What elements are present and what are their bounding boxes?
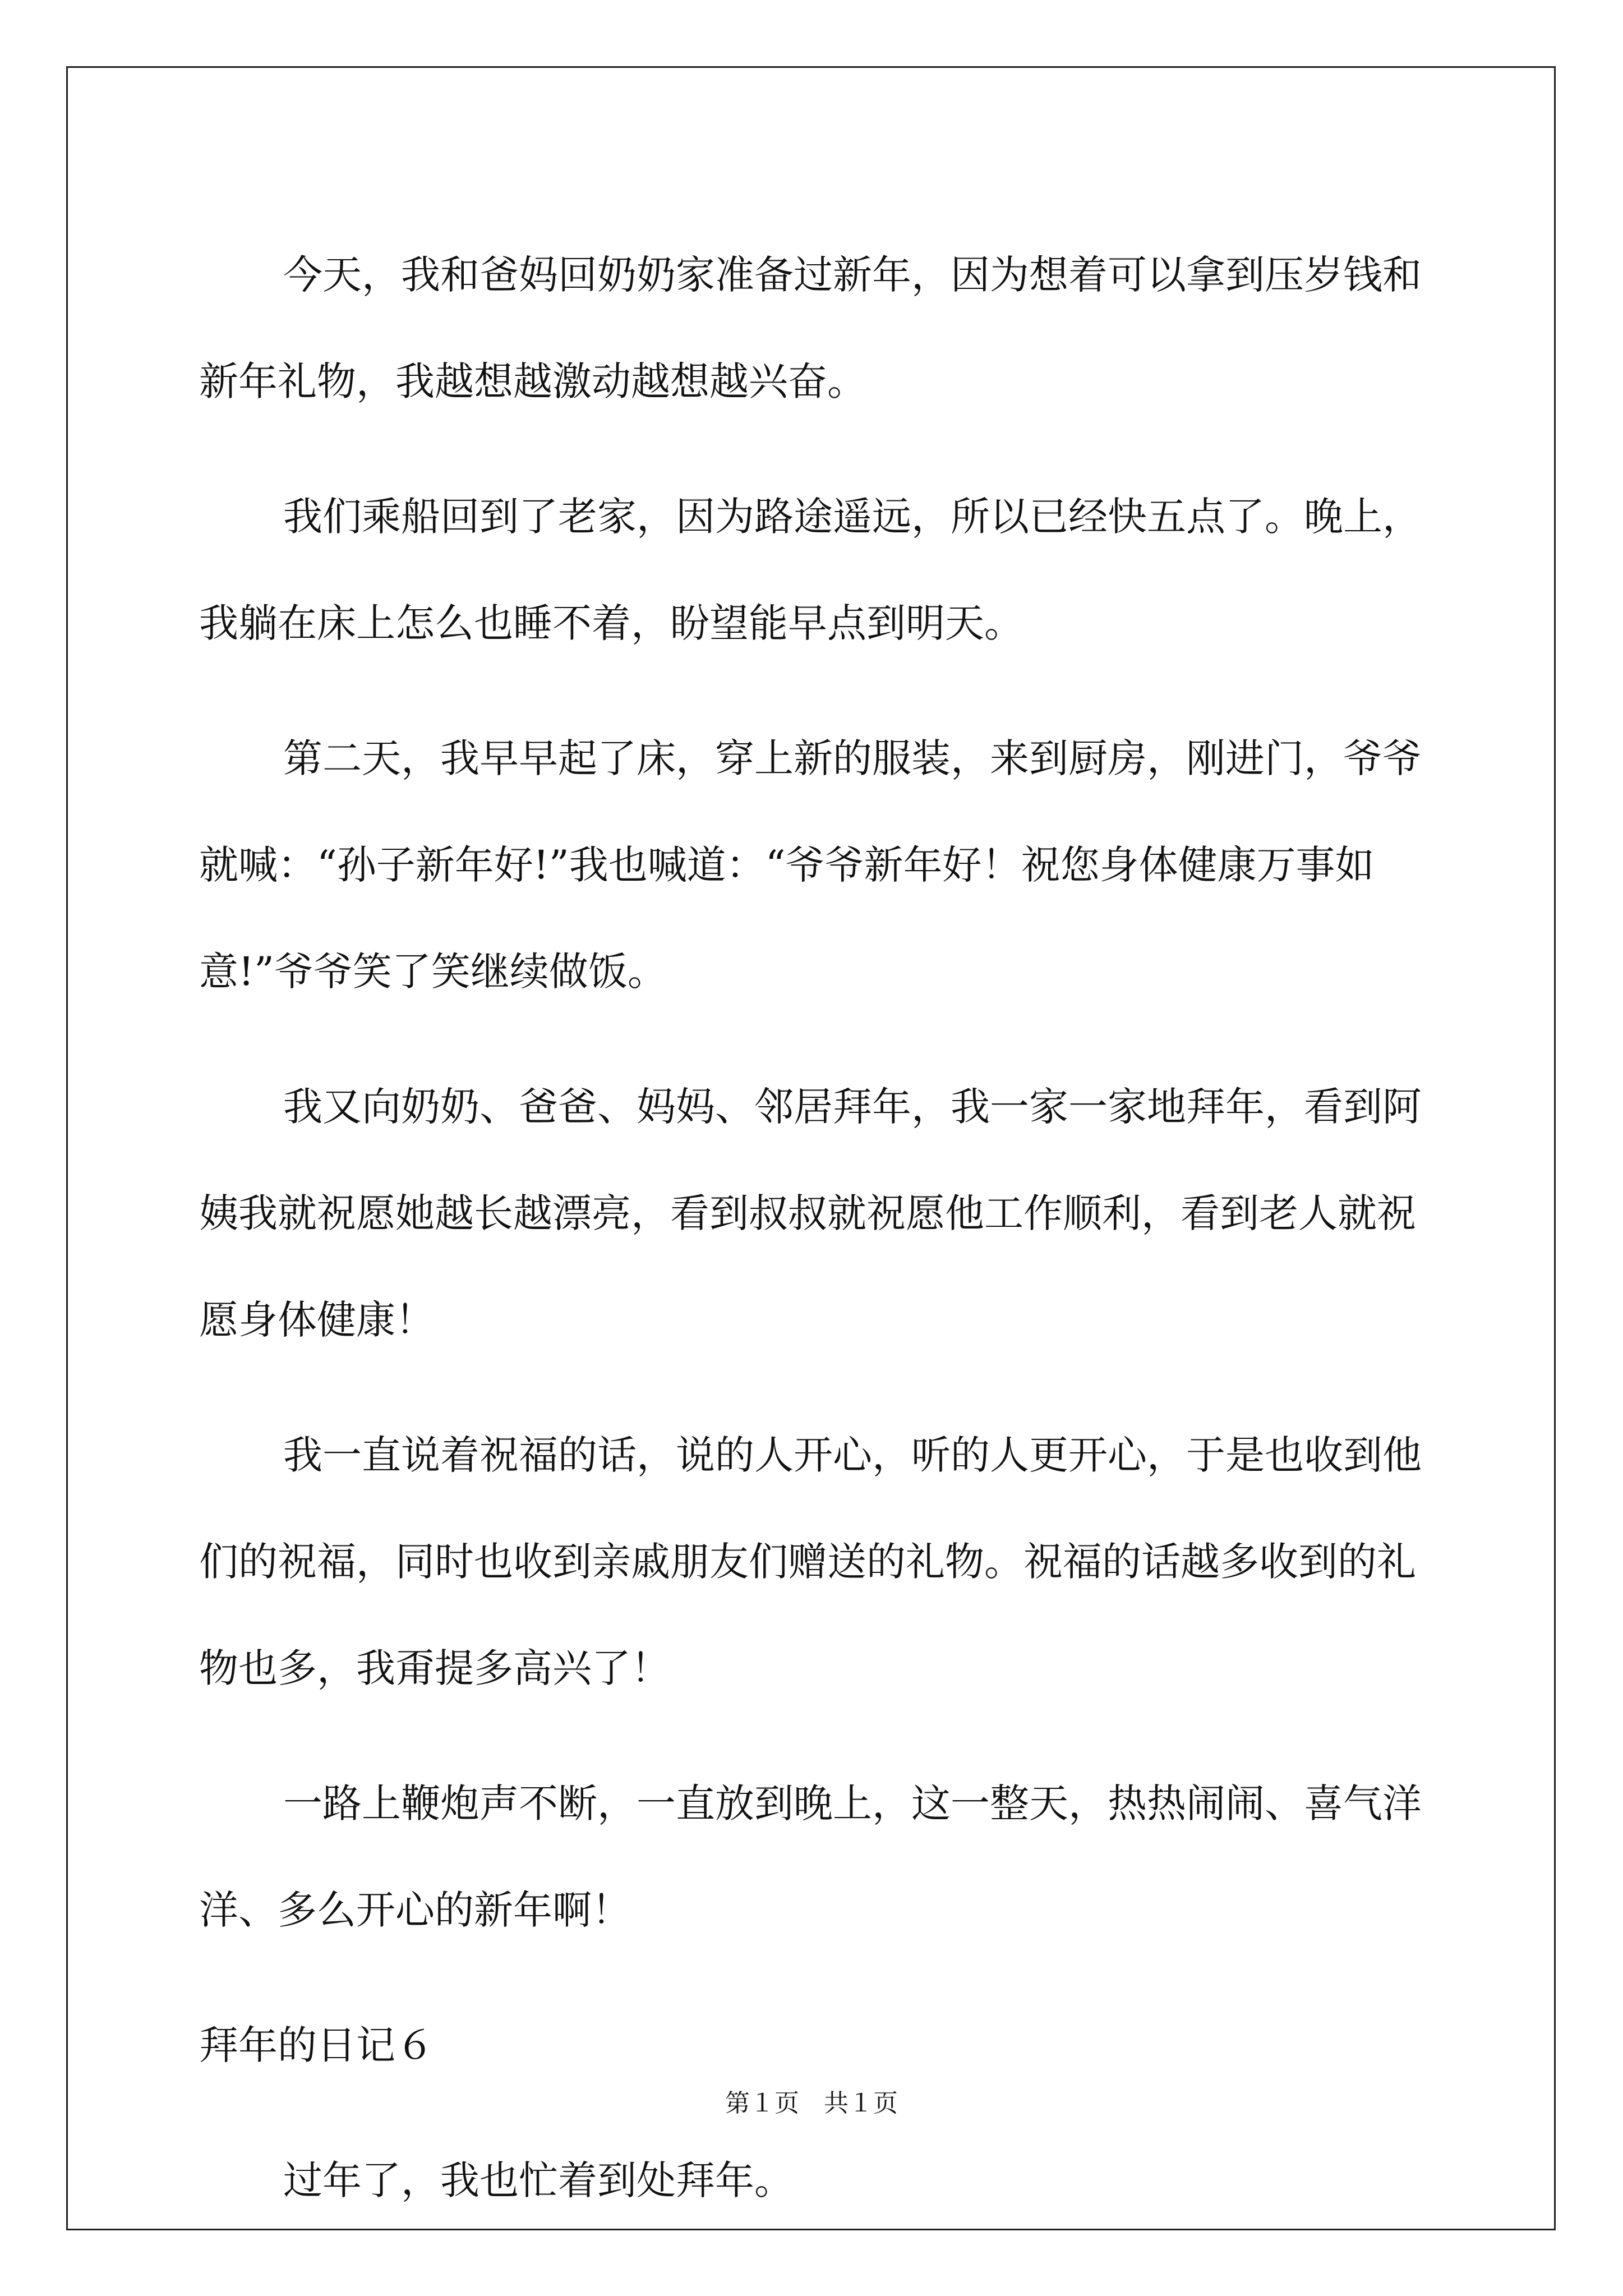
page-footer: 第１页 共１页 bbox=[725, 2089, 898, 2118]
paragraph-6: 一路上鞭炮声不断，一直放到晚上，这一整天，热热闹闹、喜气洋洋、多么开心的新年啊！ bbox=[199, 1780, 1422, 1933]
paragraph-7: 过年了，我也忙着到处拜年。 bbox=[283, 2157, 794, 2203]
paragraph-4: 我又向奶奶、爸爸、妈妈、邻居拜年，我一家一家地拜年，看到阿姨我就祝愿她越长越漂亮，看到叔叔就祝愿他工作顺利，看到老人就祝愿身体健康！ bbox=[199, 1084, 1422, 1343]
paragraph-1: 今天，我和爸妈回奶奶家准备过新年，因为想着可以拿到压岁钱和新年礼物，我越想越激动越想越兴奋。 bbox=[199, 252, 1422, 404]
paragraph-3: 第二天，我早早起了床，穿上新的服装，来到厨房，刚进门，爷爷就喊：“孙子新年好!”我也喊道：“爷爷新年好！祝您身体健康万事如意!”爷爷笑了笑继续做饭。 bbox=[199, 735, 1422, 995]
paragraph-5: 我一直说着祝福的话，说的人开心，听的人更开心，于是也收到他们的祝福，同时也收到亲戚朋友们赠送的礼物。祝福的话越多收到的礼物也多，我甭提多高兴了！ bbox=[199, 1432, 1422, 1691]
document-body bbox=[199, 222, 1433, 2262]
paragraph-2: 我们乘船回到了老家，因为路途遥远，所以已经快五点了。晚上，我躺在床上怎么也睡不着，盼望能早点到明天。 bbox=[199, 494, 1422, 646]
section-heading: 拜年的日记６ bbox=[199, 2022, 435, 2068]
